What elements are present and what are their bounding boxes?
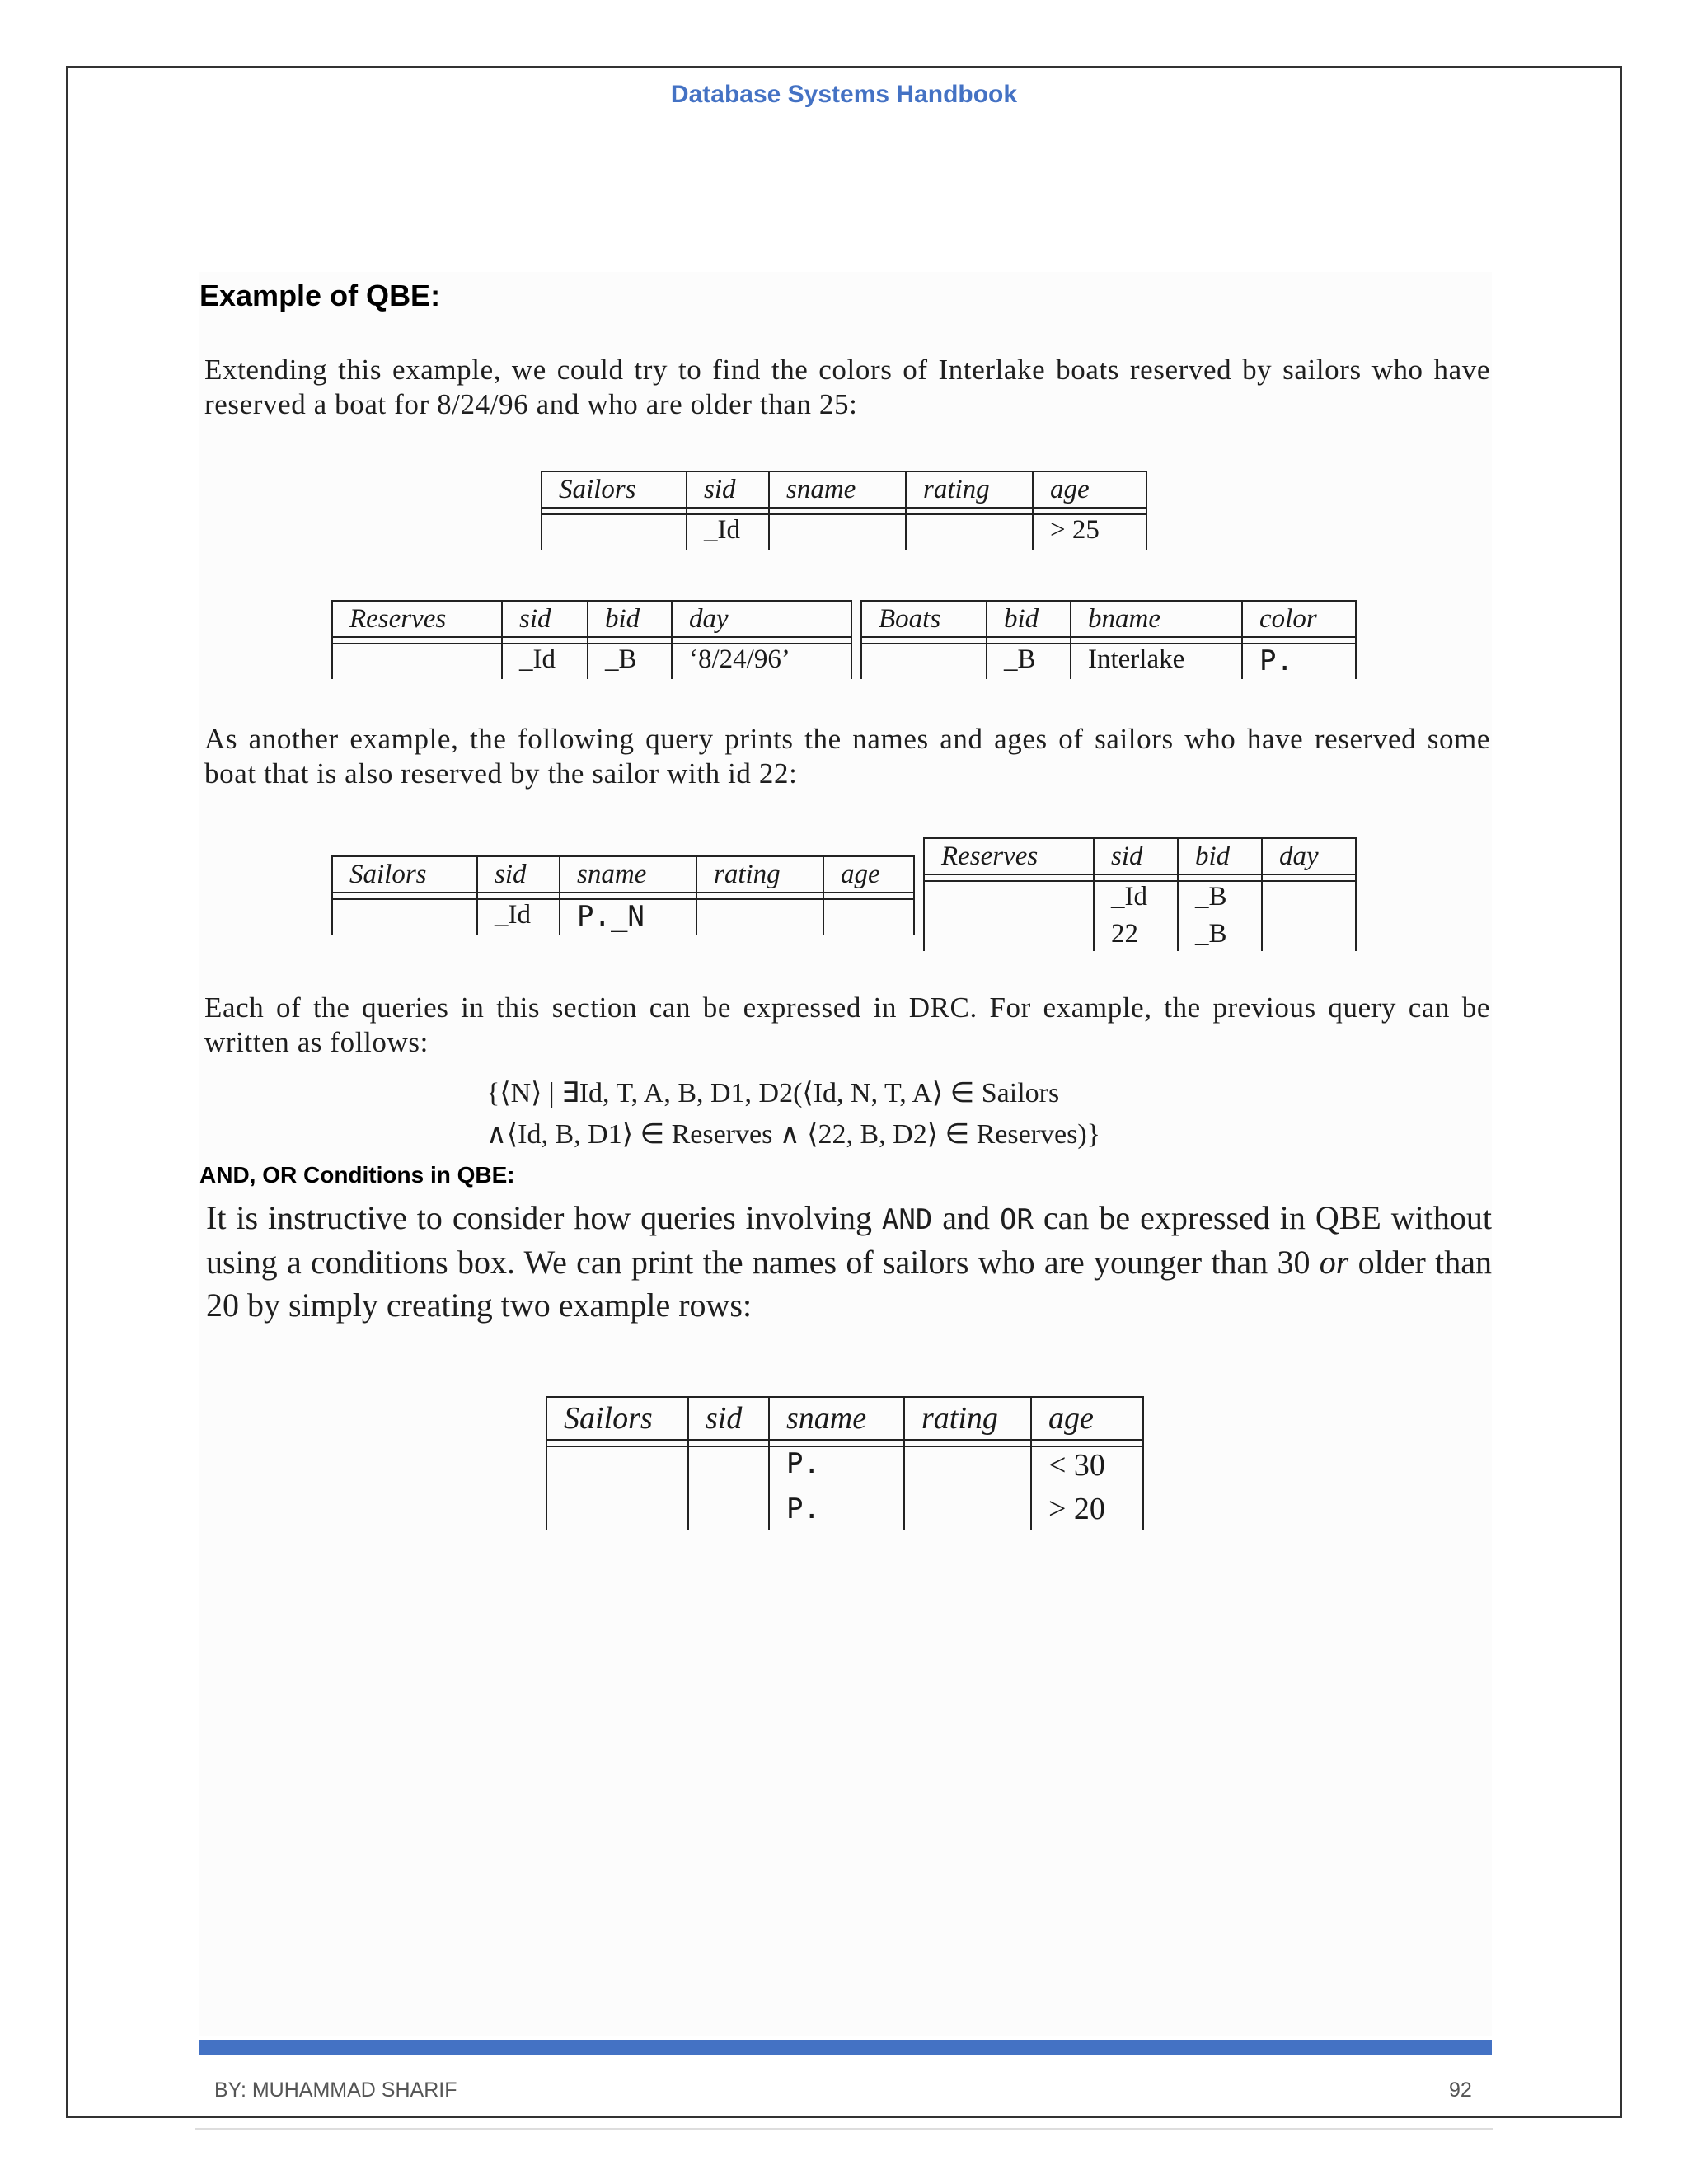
table-header-cell: rating: [904, 1397, 1031, 1440]
paragraph-and-or-conditions: [206, 1197, 1492, 1327]
table-cell: [332, 644, 502, 679]
table-header-cell: sname: [560, 856, 696, 893]
table-header-cell: Reserves: [924, 838, 1094, 874]
table-cell: P.: [769, 1446, 904, 1488]
table-cell: [542, 514, 687, 550]
table-cell: _Id: [477, 899, 560, 935]
page-bottom-divider: [195, 2128, 1493, 2130]
table-cell: _Id: [687, 514, 769, 550]
table-header-cell: sid: [477, 856, 560, 893]
table-header-cell: Sailors: [542, 471, 687, 508]
table-cell: [769, 514, 906, 550]
table-cell: [861, 644, 987, 679]
table-header-cell: sname: [769, 1397, 904, 1440]
qbe-table-sailors: [541, 471, 1147, 550]
table-cell: [823, 899, 914, 935]
keyword-and: AND: [881, 1203, 933, 1236]
table-cell: [924, 916, 1094, 951]
table-cell: ‘8/24/96’: [672, 644, 851, 679]
table-header-cell: age: [1031, 1397, 1143, 1440]
table-cell: _Id: [502, 644, 588, 679]
table-header-cell: Boats: [861, 601, 987, 637]
paragraph-extending-example: Extending this example, we could try to find the colors of Interlake boats reserved by sailors who have reserved a boat for 8/24/96 and who are older than 25:: [204, 354, 1490, 420]
table-header-cell: age: [1033, 471, 1146, 508]
paragraph-drc-expression: Each of the queries in this section can be expressed in DRC. For example, the previous query can be written as follows:: [204, 991, 1490, 1058]
section-heading-qbe-example: Example of QBE:: [199, 279, 441, 312]
table-cell: _Id: [1094, 881, 1178, 916]
table-cell: _B: [588, 644, 672, 679]
table-cell: [1262, 881, 1356, 916]
drc-formula-line-1: {⟨N⟩ | ∃Id, T, A, B, D1, D2(⟨Id, N, T, A⟩ ∈ Sailors: [486, 1078, 1060, 1108]
table-header-cell: color: [1242, 601, 1356, 637]
table-cell: [546, 1488, 688, 1530]
table-header-cell: age: [823, 856, 914, 893]
table-header-cell: bname: [1071, 601, 1242, 637]
text-run: and: [942, 1199, 991, 1236]
table-header-cell: bid: [588, 601, 672, 637]
table-header-cell: sid: [1094, 838, 1178, 874]
footer-accent-bar: [199, 2040, 1492, 2055]
qbe-table-reserves-2: [923, 837, 1357, 951]
table-header-cell: sid: [502, 601, 588, 637]
text-run: can be expressed in QBE without using a conditions box. We can print the names of sailors who are younger than 30: [206, 1199, 1492, 1281]
table-header-cell: sid: [687, 471, 769, 508]
table-cell: [904, 1488, 1031, 1530]
table-cell: _B: [1178, 916, 1262, 951]
qbe-table-boats: [860, 600, 1357, 679]
table-header-cell: sname: [769, 471, 906, 508]
table-cell: [906, 514, 1033, 550]
page-header-title: Database Systems Handbook: [670, 81, 1018, 108]
table-header-cell: rating: [696, 856, 823, 893]
table-header-cell: Sailors: [546, 1397, 688, 1440]
qbe-table-sailors-3: [546, 1396, 1144, 1530]
table-header-cell: Reserves: [332, 601, 502, 637]
table-cell: [546, 1446, 688, 1488]
table-header-cell: sid: [688, 1397, 769, 1440]
table-cell: < 30: [1031, 1446, 1143, 1488]
table-header-cell: bid: [1178, 838, 1262, 874]
table-cell: [332, 899, 477, 935]
table-cell: [696, 899, 823, 935]
table-cell: P.: [769, 1488, 904, 1530]
table-cell: [1262, 916, 1356, 951]
text-run: It is instructive to consider how queries involving: [206, 1199, 872, 1236]
table-cell: Interlake: [1071, 644, 1242, 679]
section-heading-and-or: AND, OR Conditions in QBE:: [199, 1162, 515, 1188]
table-cell: [904, 1446, 1031, 1488]
qbe-table-reserves: [331, 600, 852, 679]
table-cell: _B: [987, 644, 1071, 679]
paragraph-another-example: As another example, the following query prints the names and ages of sailors who have reserved some boat that is also reserved by the sailor with id 22:: [204, 723, 1490, 790]
table-cell: [924, 881, 1094, 916]
drc-formula-line-2: ∧⟨Id, B, D1⟩ ∈ Reserves ∧ ⟨22, B, D2⟩ ∈ Reserves)}: [486, 1119, 1100, 1150]
table-cell: [688, 1488, 769, 1530]
table-header-cell: day: [1262, 838, 1356, 874]
table-cell: > 20: [1031, 1488, 1143, 1530]
table-cell: P.: [1242, 644, 1356, 679]
table-header-cell: day: [672, 601, 851, 637]
keyword-or: OR: [1000, 1203, 1034, 1236]
table-header-cell: rating: [906, 471, 1033, 508]
table-cell: [688, 1446, 769, 1488]
table-cell: > 25: [1033, 514, 1146, 550]
table-cell: _B: [1178, 881, 1262, 916]
table-header-cell: bid: [987, 601, 1071, 637]
footer-page-number: 92: [1449, 2079, 1472, 2102]
italic-or: or: [1319, 1244, 1349, 1281]
text-run: older than 20 by simply creating two example rows:: [206, 1244, 1493, 1324]
table-header-cell: Sailors: [332, 856, 477, 893]
table-cell: 22: [1094, 916, 1178, 951]
qbe-table-sailors-2: [331, 855, 915, 935]
table-cell: P._N: [560, 899, 696, 935]
footer-author: BY: MUHAMMAD SHARIF: [214, 2079, 457, 2102]
